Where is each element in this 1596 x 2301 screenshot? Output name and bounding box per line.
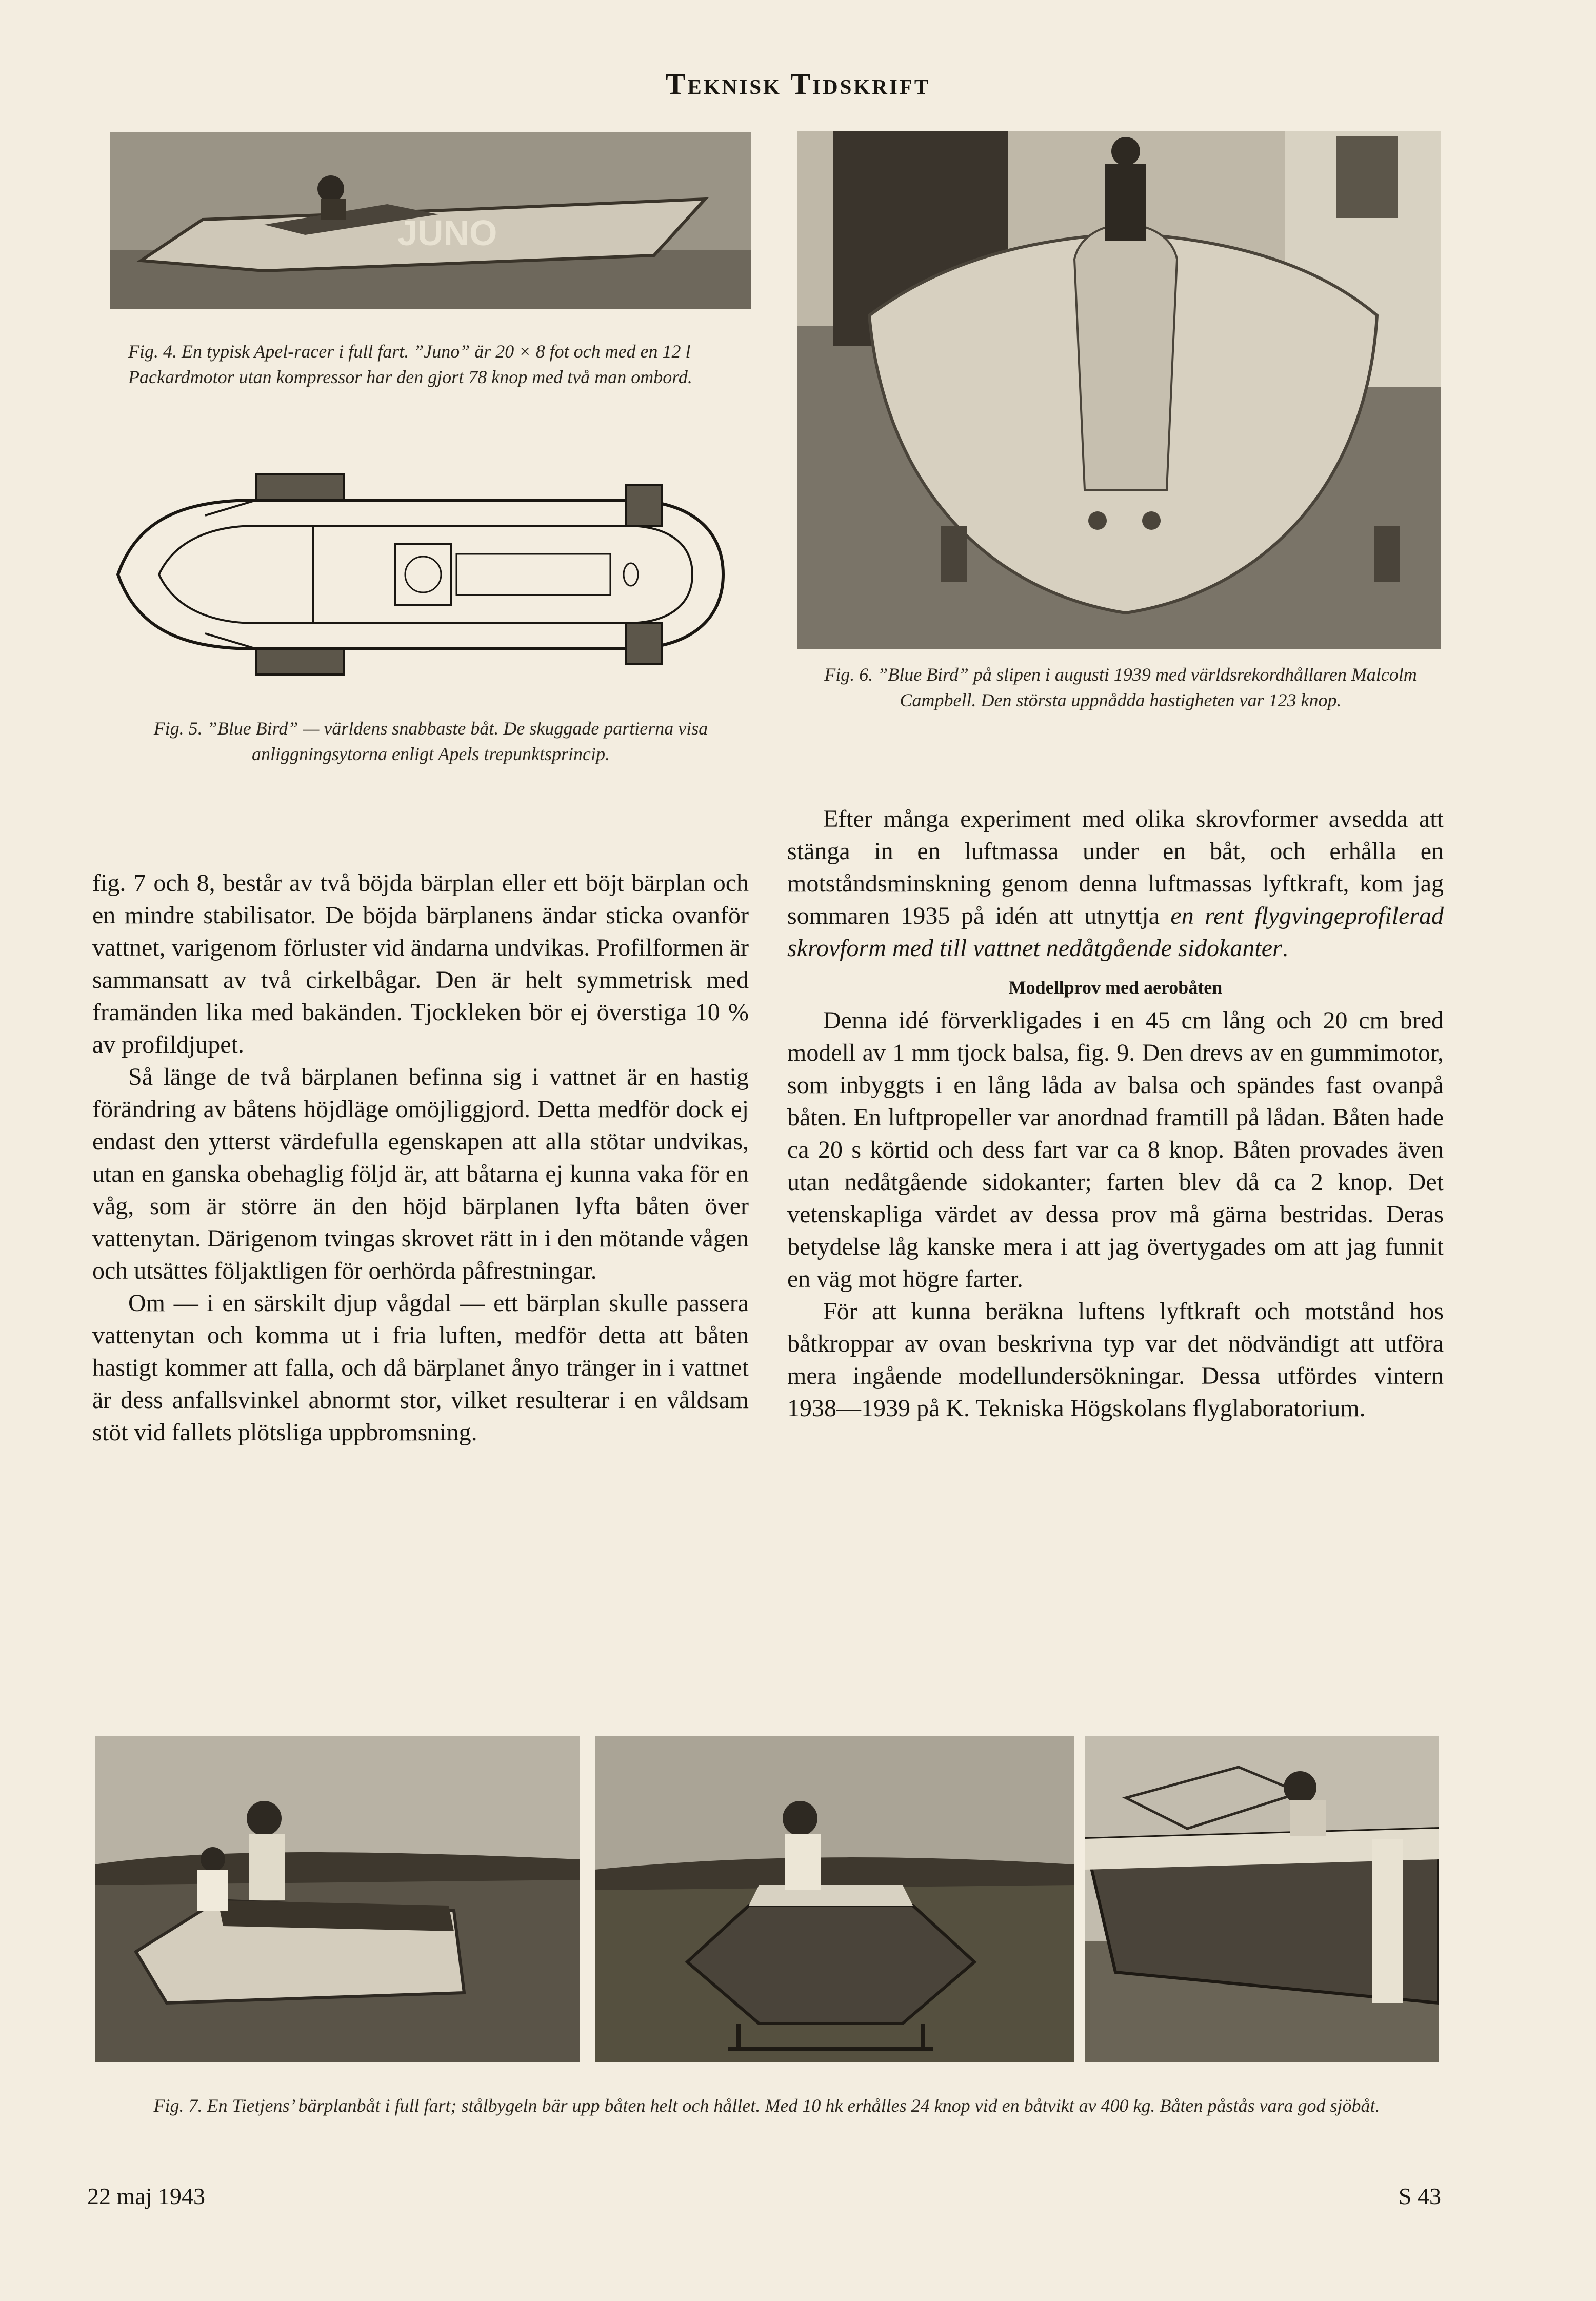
- right-column: [787, 803, 1444, 1424]
- fig6-photo: [797, 131, 1441, 649]
- fig5-diagram: [87, 454, 754, 695]
- right-paragraph-2: För att kunna beräkna luftens lyftkraft och motstånd hos båtkroppar av ovan beskrivna typ var det nödvändigt att utföra mera ingående modellundersökningar. Dessa utfördes vintern 1938—1939 på K. Tekniska Högskolans flyglaboratorium.: [787, 1298, 1444, 1422]
- left-paragraph-1: fig. 7 och 8, består av två böjda bärplan eller ett böjt bärplan och en mindre stabilisator. De böjda bärplanens ändar sticka ovanför vattnet, varigenom förluster vid ändarna undvikas. Profilformen är sammansatt av två cirkelbågar. Den är helt symmetrisk med framänden lika med bakänden. Tjockleken bör ej överstiga 10 % av profildjupet.: [92, 869, 749, 1058]
- fig6-caption: Fig. 6. ”Blue Bird” på slipen i augusti 1939 med världsrekordhållaren Malcolm Campbell. Den största uppnådda hastigheten var 123 knop.: [824, 664, 1417, 710]
- section-heading: Modellprov med aerobåten: [1008, 977, 1223, 998]
- fig7-caption: Fig. 7. En Tietjens’ bärplanbåt i full fart; stålbygeln bär upp båten helt och hållet. Med 10 hk erhålles 24 knop vid en båtvikt av 400 kg. Båten påstås vara god sjöbåt.: [153, 2095, 1380, 2116]
- right-intro-italic: en rent flygvingeprofilerad skrovform med till vattnet nedåtgående sidokanter: [787, 902, 1444, 962]
- fig7-photo-left: [95, 1736, 580, 2062]
- fig7-photo-center: [595, 1736, 1074, 2062]
- right-intro-end: .: [1282, 935, 1288, 962]
- left-paragraph-2: Så länge de två bärplanen befinna sig i vattnet är en hastig förändring av båtens höjdläge omöjliggjord. Detta medför dock ej endast den ytterst värdefulla egenskapen att alla stötar undvikas, utan en ganska obehaglig följd är, att båtarna ej kunna vaka för en våg, som är större än den höjd bärplanen lyfta båten över vattenytan. Därigenom tvingas skrovet rätt in i den mötande vågen och utsättes följaktligen för oerhörda påfrestningar.: [92, 1063, 749, 1284]
- fig5-caption: Fig. 5. ”Blue Bird” — världens snabbaste båt. De skuggade partierna visa anliggningsytorna enligt Apels trepunktsprincip.: [153, 718, 708, 764]
- fig4-caption: Fig. 4. En typisk Apel-racer i full fart. ”Juno” är 20 × 8 fot och med en 12 l Packardmotor utan kompressor har den gjort 78 knop med två man ombord.: [128, 341, 692, 387]
- right-intro-plain: Efter många experiment med olika skrovformer avsedda att stänga in en luftmassa under en båt, och erhålla en motståndsminskning genom denna luftmassas lyftkraft, kom jag sommaren 1935 på idén att utnyttja: [787, 805, 1444, 929]
- right-intro-paragraph: [787, 803, 1444, 964]
- fig7-photo-right: [1085, 1736, 1439, 2062]
- footer-date: 22 maj 1943: [87, 2183, 205, 2209]
- right-paragraph-1: Denna idé förverkligades i en 45 cm lång och 20 cm bred modell av 1 mm tjock balsa, fig. 9. Den drevs av en gummimotor, som inbyggts i en lång låda av balsa och spändes fast ovanpå båten. En luftpropeller var anordnad framtill på lådan. Båten hade ca 20 s körtid och dess fart var ca 8 knop. Båten provades även utan nedåtgående sidokanter; farten blev då ca 2 knop. Det vetenskapliga värdet av dessa prov må gärna bestridas. Deras betydelse låg kanske mera i att jag övertygades om att jag funnit en väg mot högre farter.: [787, 1007, 1444, 1293]
- left-paragraph-3: Om — i en särskilt djup vågdal — ett bärplan skulle passera vattenytan och komma ut i fria luften, medför detta att båten hastigt kommer att falla, och då bärplanet ånyo tränger in i vattnet är dess anfallsvinkel abnormt stor, vilket resulterar i en våldsam stöt vid fallets plötsliga uppbromsning.: [92, 1290, 749, 1446]
- footer-page-number: S 43: [1398, 2183, 1441, 2209]
- fig4-photo: [110, 132, 751, 309]
- left-column: [92, 867, 749, 1449]
- masthead: Teknisk Tidskrift: [665, 67, 931, 101]
- fig4-boat-name: JUNO: [397, 213, 497, 253]
